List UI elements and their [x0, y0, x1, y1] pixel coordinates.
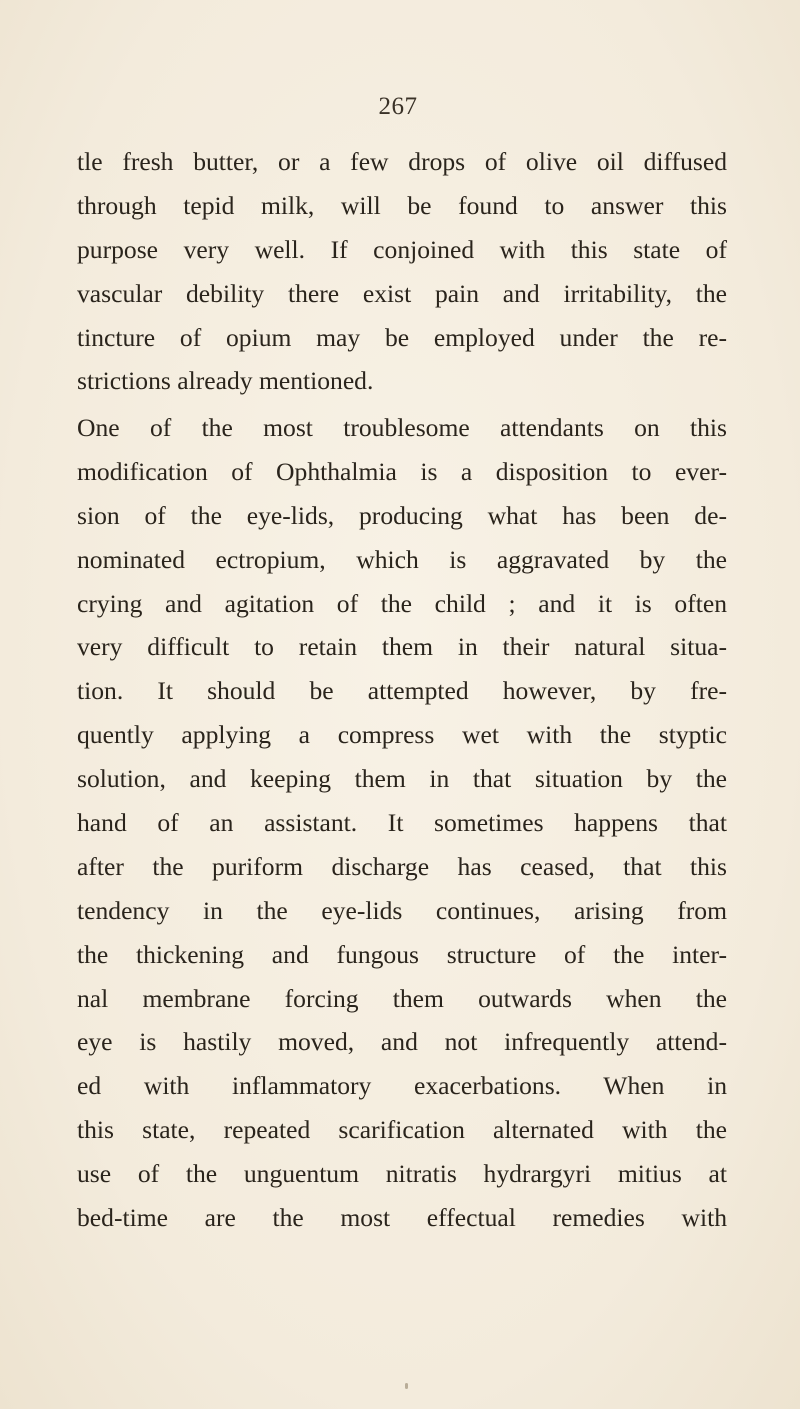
- text-line: strictions already mentioned.: [77, 366, 374, 396]
- text-line: One of the most troublesome attendants on this: [77, 413, 727, 442]
- page-number: 267: [378, 93, 418, 120]
- paragraph-2: [77, 406, 727, 1240]
- text-line: tion. It should be attempted however, by fre-: [77, 676, 727, 706]
- paragraph-1: [77, 140, 727, 403]
- text-line: this state, repeated scarification alternated with the: [77, 1115, 727, 1145]
- text-line: quently applying a compress wet with the styptic: [77, 720, 727, 750]
- text-line: the thickening and fungous structure of the inter-: [77, 939, 727, 969]
- text-line: sion of the eye-lids, producing what has been de-: [77, 500, 727, 530]
- text-line: purpose very well. If conjoined with this state of: [77, 234, 727, 264]
- text-line: nominated ectropium, which is aggravated by the: [77, 544, 727, 574]
- text-line: crying and agitation of the child ; and it is often: [77, 588, 727, 618]
- text-line: very difficult to retain them in their natural situa-: [77, 632, 727, 662]
- text-line: tincture of opium may be employed under the re-: [77, 322, 727, 352]
- text-line: tle fresh butter, or a few drops of olive oil diffused: [77, 147, 727, 176]
- text-line: vascular debility there exist pain and irritability, the: [77, 278, 727, 308]
- text-line: ed with inflammatory exacerbations. When in: [77, 1071, 727, 1101]
- text-line: bed-time are the most effectual remedies with: [77, 1203, 727, 1233]
- text-line: nal membrane forcing them outwards when the: [77, 983, 727, 1013]
- text-line: tendency in the eye-lids continues, arising from: [77, 895, 727, 925]
- text-line: eye is hastily moved, and not infrequently attend-: [77, 1027, 727, 1057]
- text-line: use of the unguentum nitratis hydrargyri mitius at: [77, 1159, 727, 1189]
- text-line: after the puriform discharge has ceased, that this: [77, 851, 727, 881]
- text-line: solution, and keeping them in that situation by the: [77, 764, 727, 794]
- text-line: modification of Ophthalmia is a disposition to ever-: [77, 456, 727, 486]
- paper-speck: [405, 1383, 408, 1389]
- text-line: through tepid milk, will be found to answer this: [77, 190, 727, 220]
- text-line: hand of an assistant. It sometimes happens that: [77, 808, 727, 838]
